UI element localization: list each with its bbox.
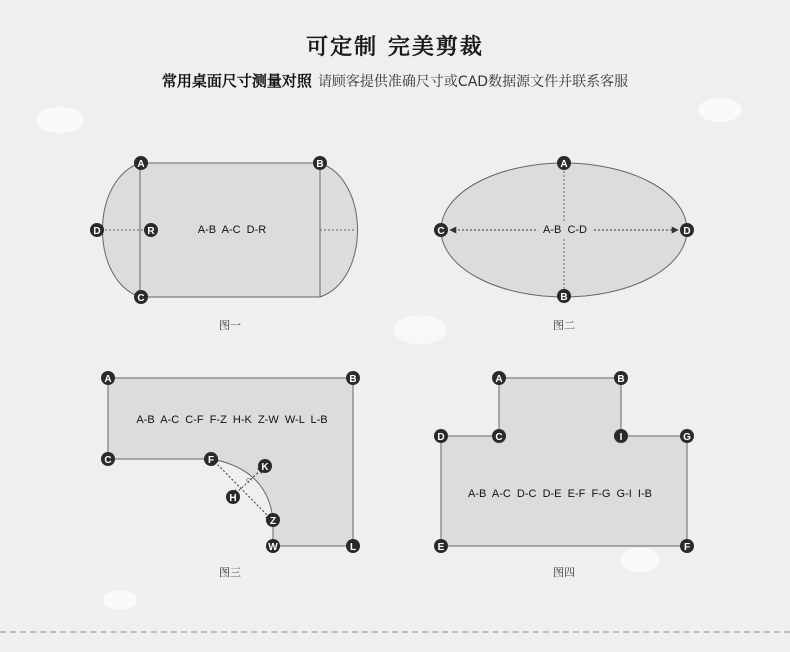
node-D xyxy=(90,223,104,237)
node-B xyxy=(614,371,628,385)
svg-text:D: D xyxy=(683,226,691,237)
svg-text:R: R xyxy=(147,226,155,237)
node-A xyxy=(134,156,148,170)
l-shaped-table-shape xyxy=(108,378,353,546)
diagram-4 xyxy=(434,371,694,579)
node-A xyxy=(101,371,115,385)
svg-text:H: H xyxy=(229,493,237,504)
svg-text:B: B xyxy=(349,374,357,385)
svg-text:A: A xyxy=(137,159,145,170)
svg-text:C: C xyxy=(495,432,503,443)
radius-mark: ∩ xyxy=(242,473,254,486)
svg-text:Z: Z xyxy=(269,516,277,527)
diagram-4-label: A-B A-C D-C D-E E-F F-G G-I I-B xyxy=(468,488,652,500)
svg-text:C: C xyxy=(437,226,445,237)
node-F xyxy=(680,539,694,553)
node-R xyxy=(144,223,158,237)
node-D xyxy=(680,223,694,237)
bottom-divider xyxy=(0,631,790,633)
diagram-1 xyxy=(90,156,358,332)
subtitle-strong: 常用桌面尺寸测量对照 xyxy=(161,72,312,90)
node-F xyxy=(204,452,218,466)
diagram-2 xyxy=(434,156,694,332)
svg-text:D: D xyxy=(93,226,101,237)
node-C xyxy=(492,429,506,443)
diagram-1-caption: 图一 xyxy=(219,319,241,332)
diagram-2-caption: 图二 xyxy=(553,319,575,332)
node-Z xyxy=(266,513,280,527)
svg-text:L: L xyxy=(349,542,357,553)
diagram-4-caption: 图四 xyxy=(553,566,575,579)
svg-text:F: F xyxy=(207,455,215,466)
node-B xyxy=(557,289,571,303)
node-G xyxy=(680,429,694,443)
svg-text:C: C xyxy=(104,455,112,466)
svg-text:A: A xyxy=(560,159,568,170)
node-C xyxy=(434,223,448,237)
node-I xyxy=(614,429,628,443)
stepped-table-shape xyxy=(441,378,687,546)
node-E xyxy=(434,539,448,553)
svg-text:W: W xyxy=(268,542,278,553)
diagram-3 xyxy=(101,371,360,579)
node-C xyxy=(101,452,115,466)
node-B xyxy=(313,156,327,170)
svg-text:K: K xyxy=(261,462,269,473)
diagram-3-caption: 图三 xyxy=(219,566,241,579)
svg-text:A: A xyxy=(495,374,503,385)
svg-text:C: C xyxy=(137,293,145,304)
node-C xyxy=(134,290,148,304)
svg-text:F: F xyxy=(683,542,691,553)
subtitle-rest: 请顾客提供准确尺寸或CAD数据源文件并联系客服 xyxy=(317,74,629,90)
node-W xyxy=(266,539,280,553)
diagram-3-label: A-B A-C C-F F-Z H-K Z-W W-L L-B xyxy=(136,414,328,426)
node-K xyxy=(258,459,272,473)
svg-text:I: I xyxy=(619,432,623,443)
svg-text:G: G xyxy=(683,432,691,443)
svg-text:E: E xyxy=(437,542,445,553)
svg-text:D: D xyxy=(437,432,445,443)
page-title: 可定制 完美剪裁 xyxy=(306,34,484,60)
diagram-2-label: A-B C-D xyxy=(543,224,587,236)
diagram-1-label: A-B A-C D-R xyxy=(197,224,267,236)
node-A xyxy=(492,371,506,385)
node-L xyxy=(346,539,360,553)
node-A xyxy=(557,156,571,170)
node-B xyxy=(346,371,360,385)
svg-text:B: B xyxy=(617,374,625,385)
node-H xyxy=(226,490,240,504)
node-D xyxy=(434,429,448,443)
svg-text:B: B xyxy=(560,292,568,303)
svg-text:A: A xyxy=(104,374,112,385)
svg-text:B: B xyxy=(316,159,324,170)
